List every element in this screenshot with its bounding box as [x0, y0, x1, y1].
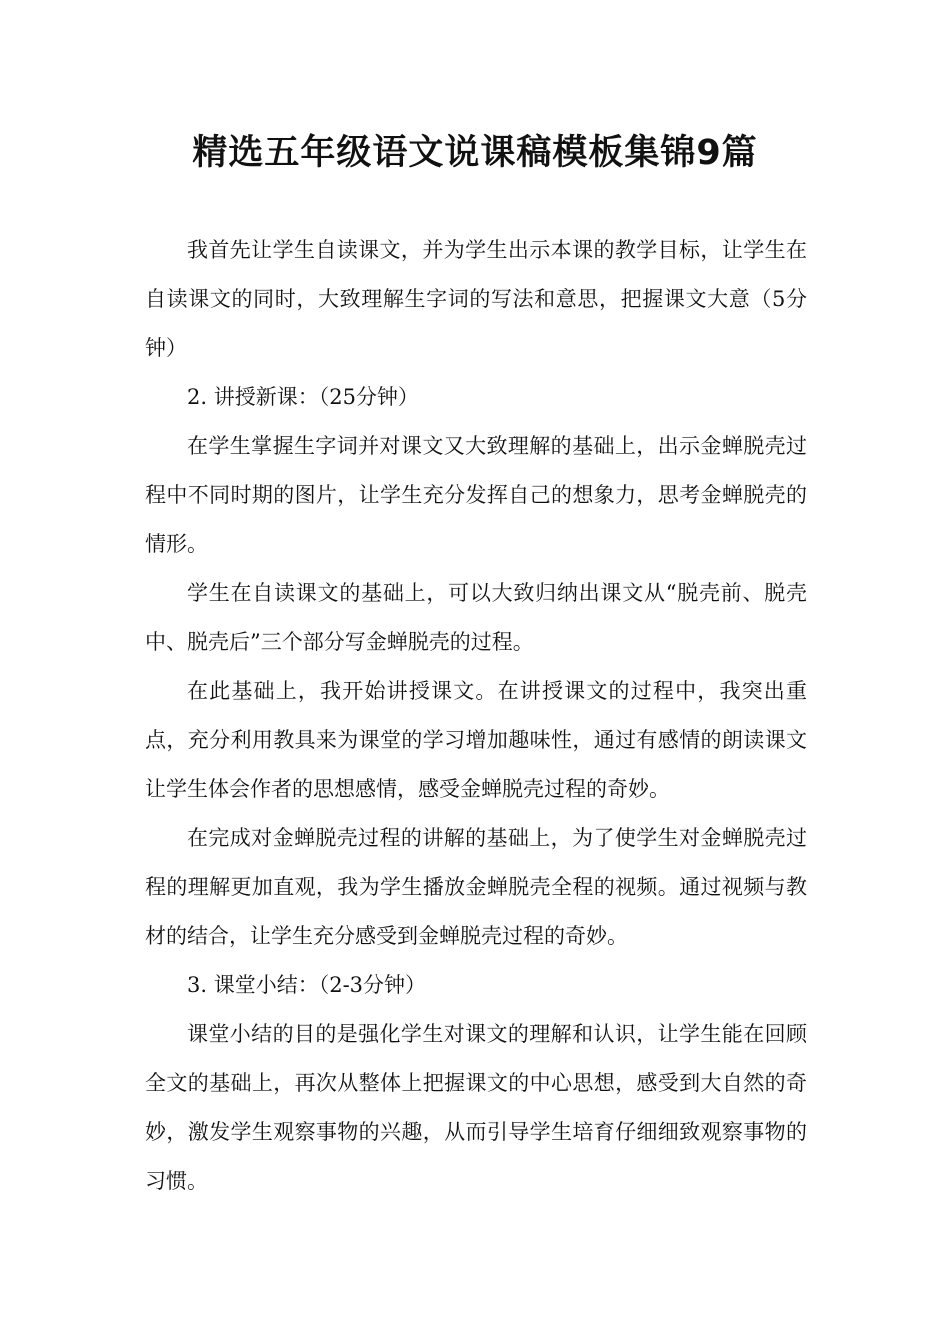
document-title: 精选五年级语文说课稿模板集锦9篇: [192, 133, 758, 173]
paragraph-intro-reading: 我首先让学生自读课文，并为学生出示本课的教学目标，让学生在自读课文的同时，大致理解生字词的写法和意思，把握课文大意（5分钟）: [145, 238, 807, 360]
paragraph-pictures: 在学生掌握生字词并对课文又大致理解的基础上，出示金蝉脱壳过程中不同时期的图片，让学生充分发挥自己的想象力，思考金蝉脱壳的情形。: [145, 434, 807, 556]
paragraph-teaching: 在此基础上，我开始讲授课文。在讲授课文的过程中，我突出重点，充分利用教具来为课堂的学习增加趣味性，通过有感情的朗读课文让学生体会作者的思想感情，感受金蝉脱壳过程的奇妙。: [145, 679, 807, 801]
document-body: [145, 226, 807, 1206]
paragraph-summary-parts: 学生在自读课文的基础上，可以大致归纳出课文从“脱壳前、脱壳中、脱壳后”三个部分写金蝉脱壳的过程。: [145, 581, 807, 654]
paragraph-video: 在完成对金蝉脱壳过程的讲解的基础上，为了使学生对金蝉脱壳过程的理解更加直观，我为学生播放金蝉脱壳全程的视频。通过视频与教材的结合，让学生充分感受到金蝉脱壳过程的奇妙。: [145, 826, 807, 948]
section-heading-class-summary: 3. 课堂小结：（2-3分钟）: [187, 973, 427, 997]
section-heading-new-lesson: 2. 讲授新课：（25分钟）: [187, 385, 419, 409]
paragraph-class-summary: 课堂小结的目的是强化学生对课文的理解和认识，让学生能在回顾全文的基础上，再次从整体上把握课文的中心思想，感受到大自然的奇妙，激发学生观察事物的兴趣，从而引导学生培育仔细细致观察事物的习惯。: [145, 1022, 807, 1193]
